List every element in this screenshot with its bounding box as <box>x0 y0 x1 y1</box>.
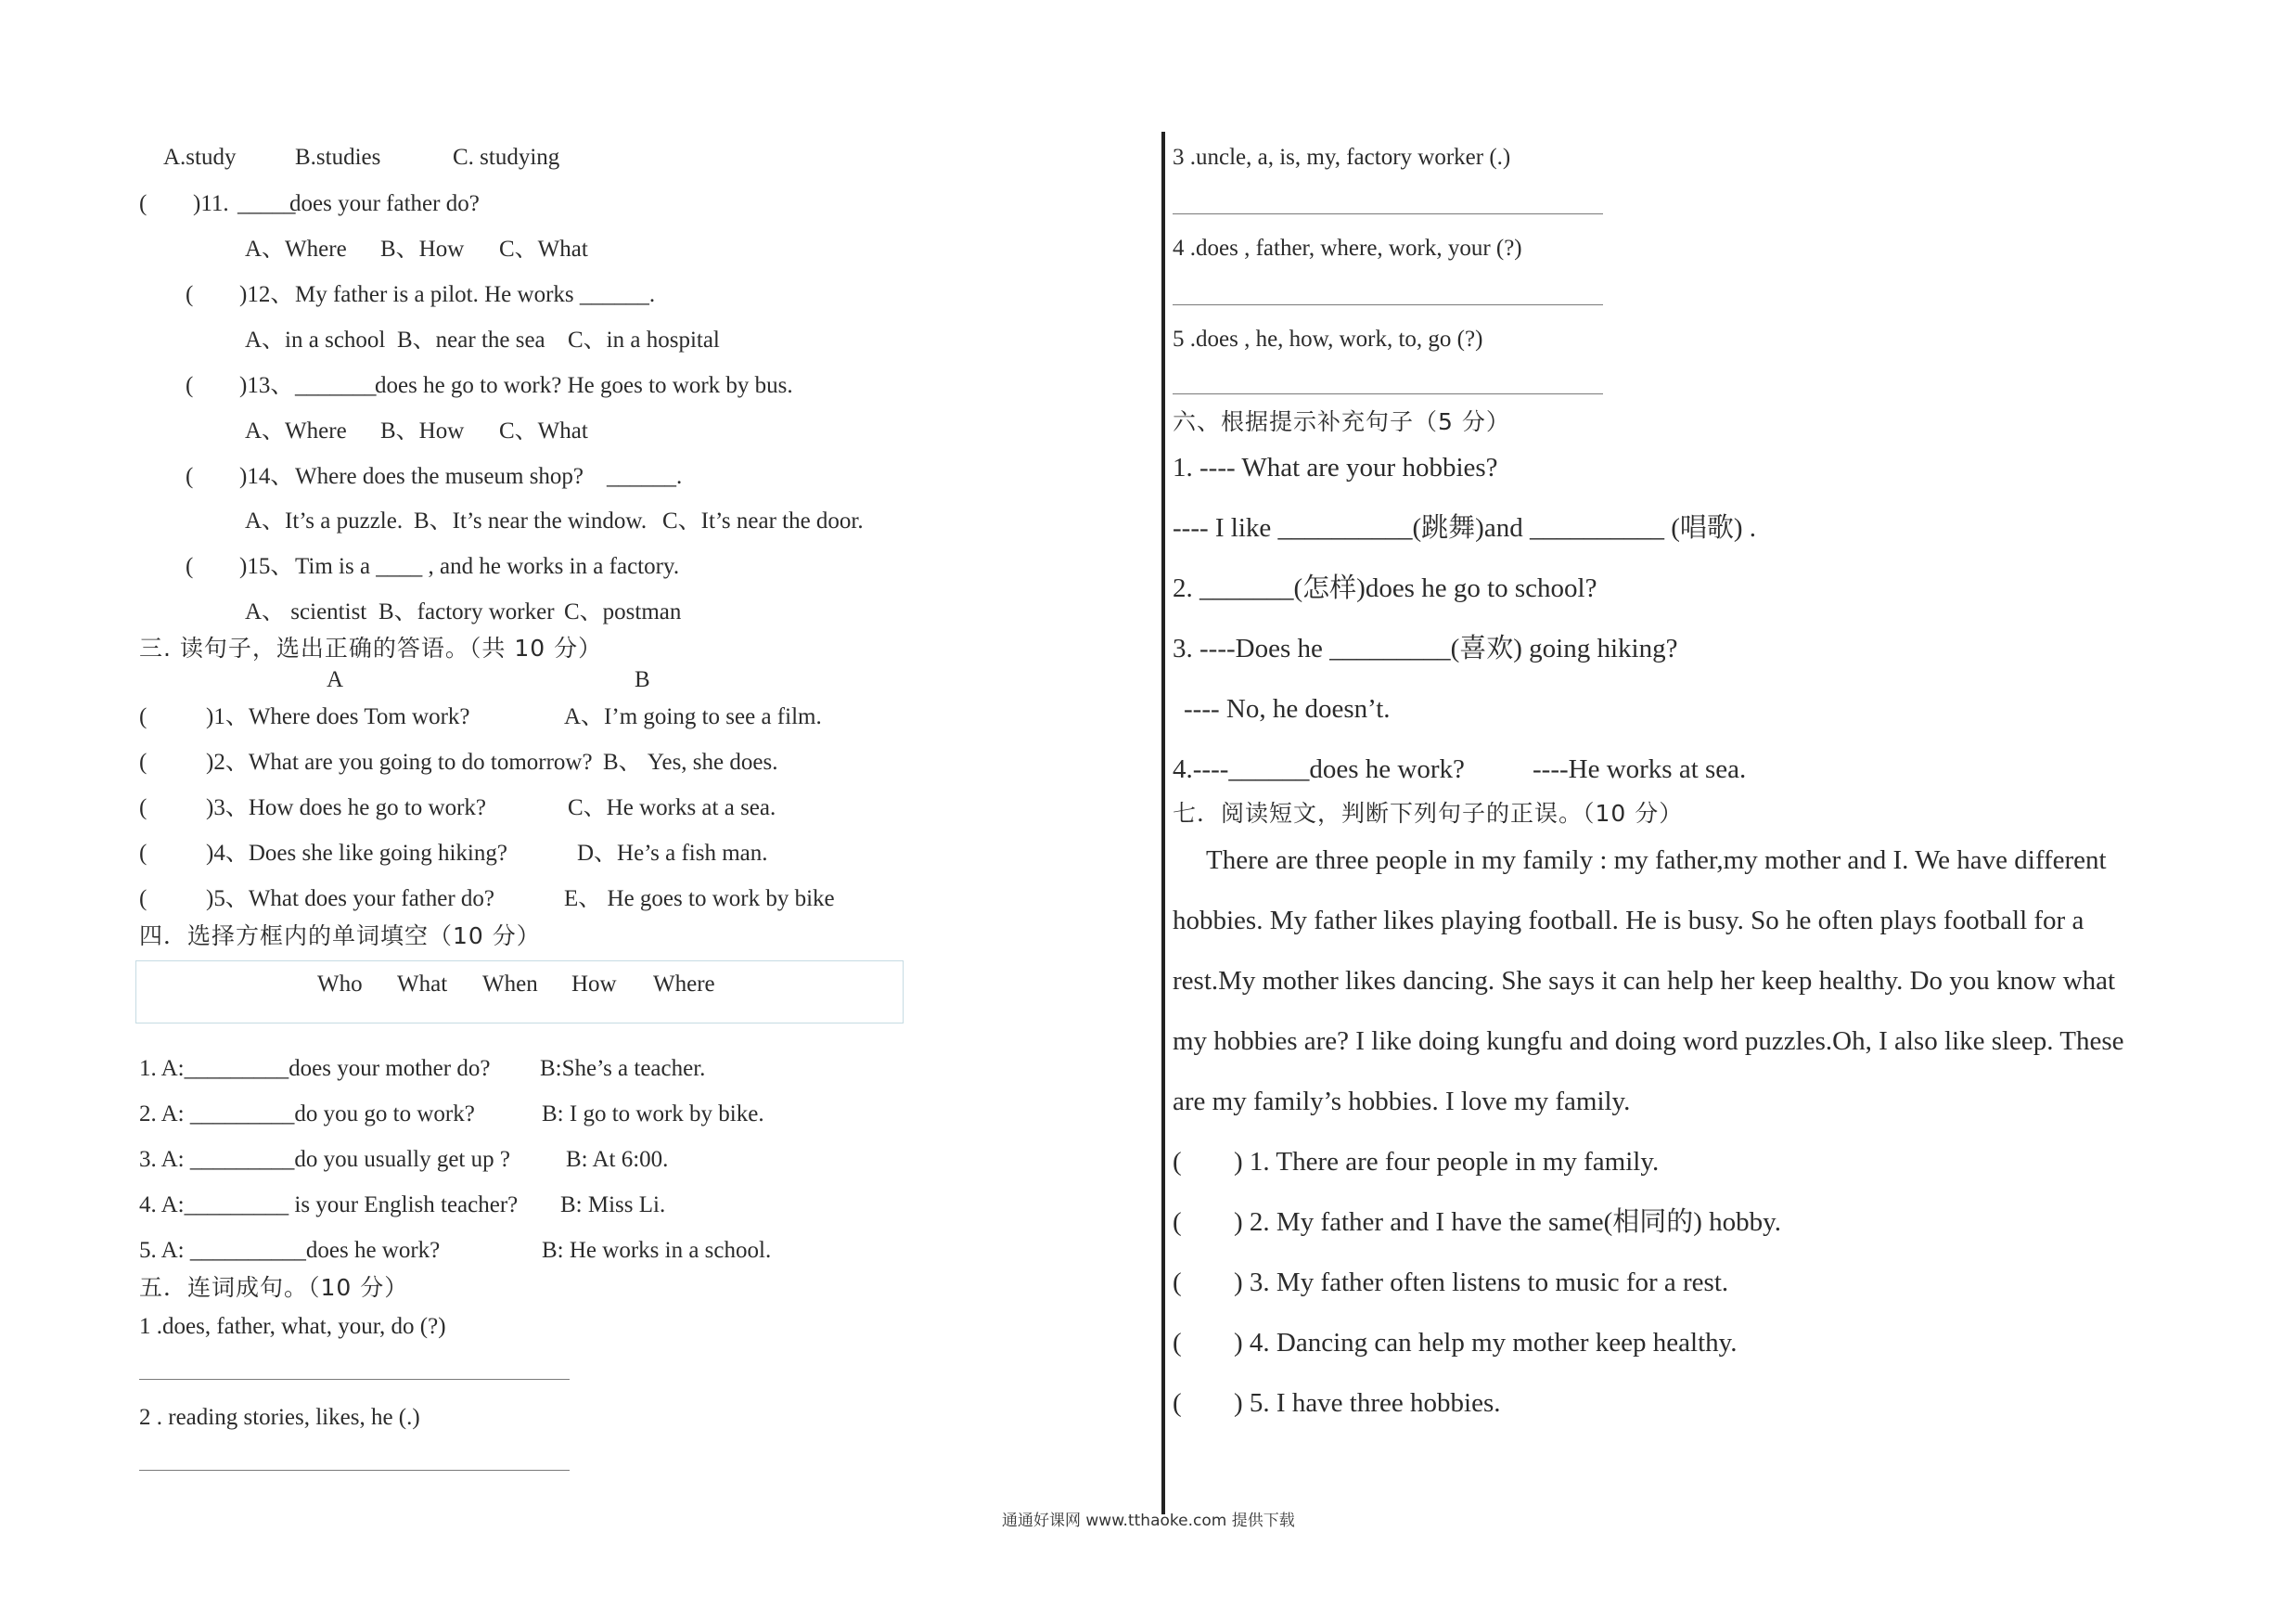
section5-answer-line-1[interactable] <box>139 1379 570 1380</box>
q13-option-b: B、How <box>380 418 465 444</box>
section4-item-2-answer: B: I go to work by bike. <box>542 1101 764 1126</box>
judge-item-4-paren: ( <box>1173 1328 1182 1358</box>
section3-item-2-answer: B、 Yes, she does. <box>603 750 778 775</box>
q12-paren: ( <box>186 282 194 307</box>
section3-item-1-paren: ( <box>139 704 148 729</box>
section3-item-1-question: )1、Where does Tom work? <box>206 704 470 729</box>
q13-paren: ( <box>186 373 194 398</box>
section4-item-1-answer: B:She’s a teacher. <box>540 1056 706 1081</box>
passage-line-2: hobbies. My father likes playing football. He is busy. So he often plays football for a <box>1173 906 2084 935</box>
section6-line-6-question: 4.----______does he work? <box>1173 754 1465 784</box>
q13-blank[interactable]: _______ <box>295 373 377 398</box>
q11-paren: ( <box>139 191 148 216</box>
section3-item-4-question: )4、Does she like going hiking? <box>206 841 507 866</box>
section3-col-b: B <box>635 667 650 692</box>
judge-item-5-paren: ( <box>1173 1388 1182 1418</box>
section5-item-1: 1 .does, father, what, your, do (?) <box>139 1314 446 1339</box>
section6-line-4: 3. ----Does he _________(喜欢) going hiking? <box>1173 634 1678 663</box>
section5-item-4: 4 .does , father, where, work, your (?) <box>1173 236 1522 261</box>
q10-option-a: A.study <box>163 145 237 170</box>
q11-number: )11. <box>193 191 229 216</box>
q15-option-c: C、postman <box>564 599 682 624</box>
section6-line-5: ---- No, he doesn’t. <box>1184 694 1391 724</box>
word-how: How <box>571 972 617 997</box>
section5-answer-line-3[interactable] <box>1173 213 1603 214</box>
word-who: Who <box>317 972 363 997</box>
section3-item-5-question: )5、What does your father do? <box>206 886 494 911</box>
section3-item-5-paren: ( <box>139 886 148 911</box>
section5-item-2: 2 . reading stories, likes, he (.) <box>139 1405 420 1430</box>
section3-item-2-question: )2、What are you going to do tomorrow? <box>206 750 593 775</box>
judge-item-3-paren: ( <box>1173 1268 1182 1297</box>
passage-line-5: are my family’s hobbies. I love my family. <box>1173 1087 1631 1116</box>
passage-line-4: my hobbies are? I like doing kungfu and doing word puzzles.Oh, I also like sleep. These <box>1173 1026 2124 1056</box>
section3-item-3-question: )3、How does he go to work? <box>206 795 487 820</box>
q11-option-a: A、Where <box>245 237 347 262</box>
q15-text: Tim is a ____ , and he works in a factory. <box>295 554 680 579</box>
section3-item-1-answer: A、I’m going to see a film. <box>564 704 822 729</box>
section4-title: 四．选择方框内的单词填空（10 分） <box>139 922 541 949</box>
section3-item-3-answer: C、He works at a sea. <box>568 795 776 820</box>
q13-number: )13、 <box>239 373 294 398</box>
q14-blank[interactable]: ______. <box>607 464 683 489</box>
q13-option-c: C、What <box>499 418 588 444</box>
section4-item-5-answer: B: He works in a school. <box>542 1238 772 1263</box>
section4-item-1-question: 1. A:_________does your mother do? <box>139 1056 491 1081</box>
word-what: What <box>397 972 448 997</box>
q14-number: )14、 <box>239 464 294 489</box>
section5-item-5: 5 .does , he, how, work, to, go (?) <box>1173 327 1483 352</box>
footer-source: 通通好课网 www.tthaoke.com 提供下载 <box>1002 1512 1295 1530</box>
section5-title: 五．连词成句。（10 分） <box>139 1274 409 1301</box>
section5-answer-line-4[interactable] <box>1173 304 1603 305</box>
q14-option-b: B、It’s near the window. <box>414 508 648 534</box>
section3-item-2-paren: ( <box>139 750 148 775</box>
word-where: Where <box>653 972 715 997</box>
section7-title: 七．阅读短文，判断下列句子的正误。（10 分） <box>1173 800 1684 827</box>
section4-item-2-question: 2. A: _________do you go to work? <box>139 1101 475 1126</box>
section3-item-5-answer: E、 He goes to work by bike <box>564 886 835 911</box>
q15-paren: ( <box>186 554 194 579</box>
q15-option-a: A、 scientist <box>245 599 367 624</box>
q15-number: )15、 <box>239 554 294 579</box>
section6-line-3: 2. _______(怎样)does he go to school? <box>1173 573 1597 603</box>
section6-line-2: ---- I like __________(跳舞)and __________ (唱歌) . <box>1173 513 1757 543</box>
section3-item-3-paren: ( <box>139 795 148 820</box>
judge-item-4: ) 4. Dancing can help my mother keep healthy. <box>1234 1328 1738 1358</box>
q11-option-b: B、How <box>380 237 465 262</box>
passage-line-1: There are three people in my family : my father,my mother and I. We have different <box>1206 845 2107 875</box>
q12-option-b: B、near the sea <box>397 328 545 353</box>
judge-item-1-paren: ( <box>1173 1147 1182 1177</box>
judge-item-5: ) 5. I have three hobbies. <box>1234 1388 1501 1418</box>
word-when: When <box>482 972 538 997</box>
judge-item-3: ) 3. My father often listens to music for a rest. <box>1234 1268 1729 1297</box>
q14-paren: ( <box>186 464 194 489</box>
q10-option-b: B.studies <box>295 145 381 170</box>
q11-blank[interactable]: _____ <box>237 191 296 216</box>
q13-option-a: A、Where <box>245 418 347 444</box>
section4-item-4-question: 4. A:_________ is your English teacher? <box>139 1192 519 1217</box>
q12-text: My father is a pilot. He works ______. <box>295 282 656 307</box>
judge-item-2-paren: ( <box>1173 1207 1182 1237</box>
section6-title: 六、根据提示补充句子（5 分） <box>1173 408 1510 435</box>
section4-item-5-question: 5. A: __________does he work? <box>139 1238 441 1263</box>
q13-text: does he go to work? He goes to work by bus. <box>375 373 793 398</box>
passage-line-3: rest.My mother likes dancing. She says it can help her keep healthy. Do you know what <box>1173 966 2116 996</box>
section4-item-3-question: 3. A: _________do you usually get up ? <box>139 1147 510 1172</box>
q14-option-a: A、It’s a puzzle. <box>245 508 404 534</box>
section4-item-3-answer: B: At 6:00. <box>566 1147 669 1172</box>
section3-col-a: A <box>327 667 344 692</box>
q12-option-c: C、in a hospital <box>568 328 720 353</box>
section5-item-3: 3 .uncle, a, is, my, factory worker (.) <box>1173 145 1511 170</box>
section3-item-4-paren: ( <box>139 841 148 866</box>
q12-number: )12、 <box>239 282 294 307</box>
judge-item-2: ) 2. My father and I have the same(相同的) hobby. <box>1234 1207 1782 1237</box>
judge-item-1: ) 1. There are four people in my family. <box>1234 1147 1660 1177</box>
section3-title: 三. 读句子，选出正确的答语。（共 10 分） <box>139 635 603 662</box>
section6-line-6-answer: ----He works at sea. <box>1533 754 1747 784</box>
section3-item-4-answer: D、He’s a fish man. <box>577 841 768 866</box>
q12-option-a: A、in a school <box>245 328 386 353</box>
q11-text: does your father do? <box>289 191 480 216</box>
q14-text: Where does the museum shop? <box>295 464 584 489</box>
section6-line-1: 1. ---- What are your hobbies? <box>1173 453 1498 483</box>
q10-option-c: C. studying <box>453 145 560 170</box>
q14-option-c: C、It’s near the door. <box>662 508 864 534</box>
column-divider <box>1161 132 1165 1514</box>
section5-answer-line-2[interactable] <box>139 1470 570 1471</box>
section5-answer-line-5[interactable] <box>1173 393 1603 394</box>
q11-option-c: C、What <box>499 237 588 262</box>
section4-item-4-answer: B: Miss Li. <box>560 1192 666 1217</box>
q15-option-b: B、factory worker <box>378 599 555 624</box>
